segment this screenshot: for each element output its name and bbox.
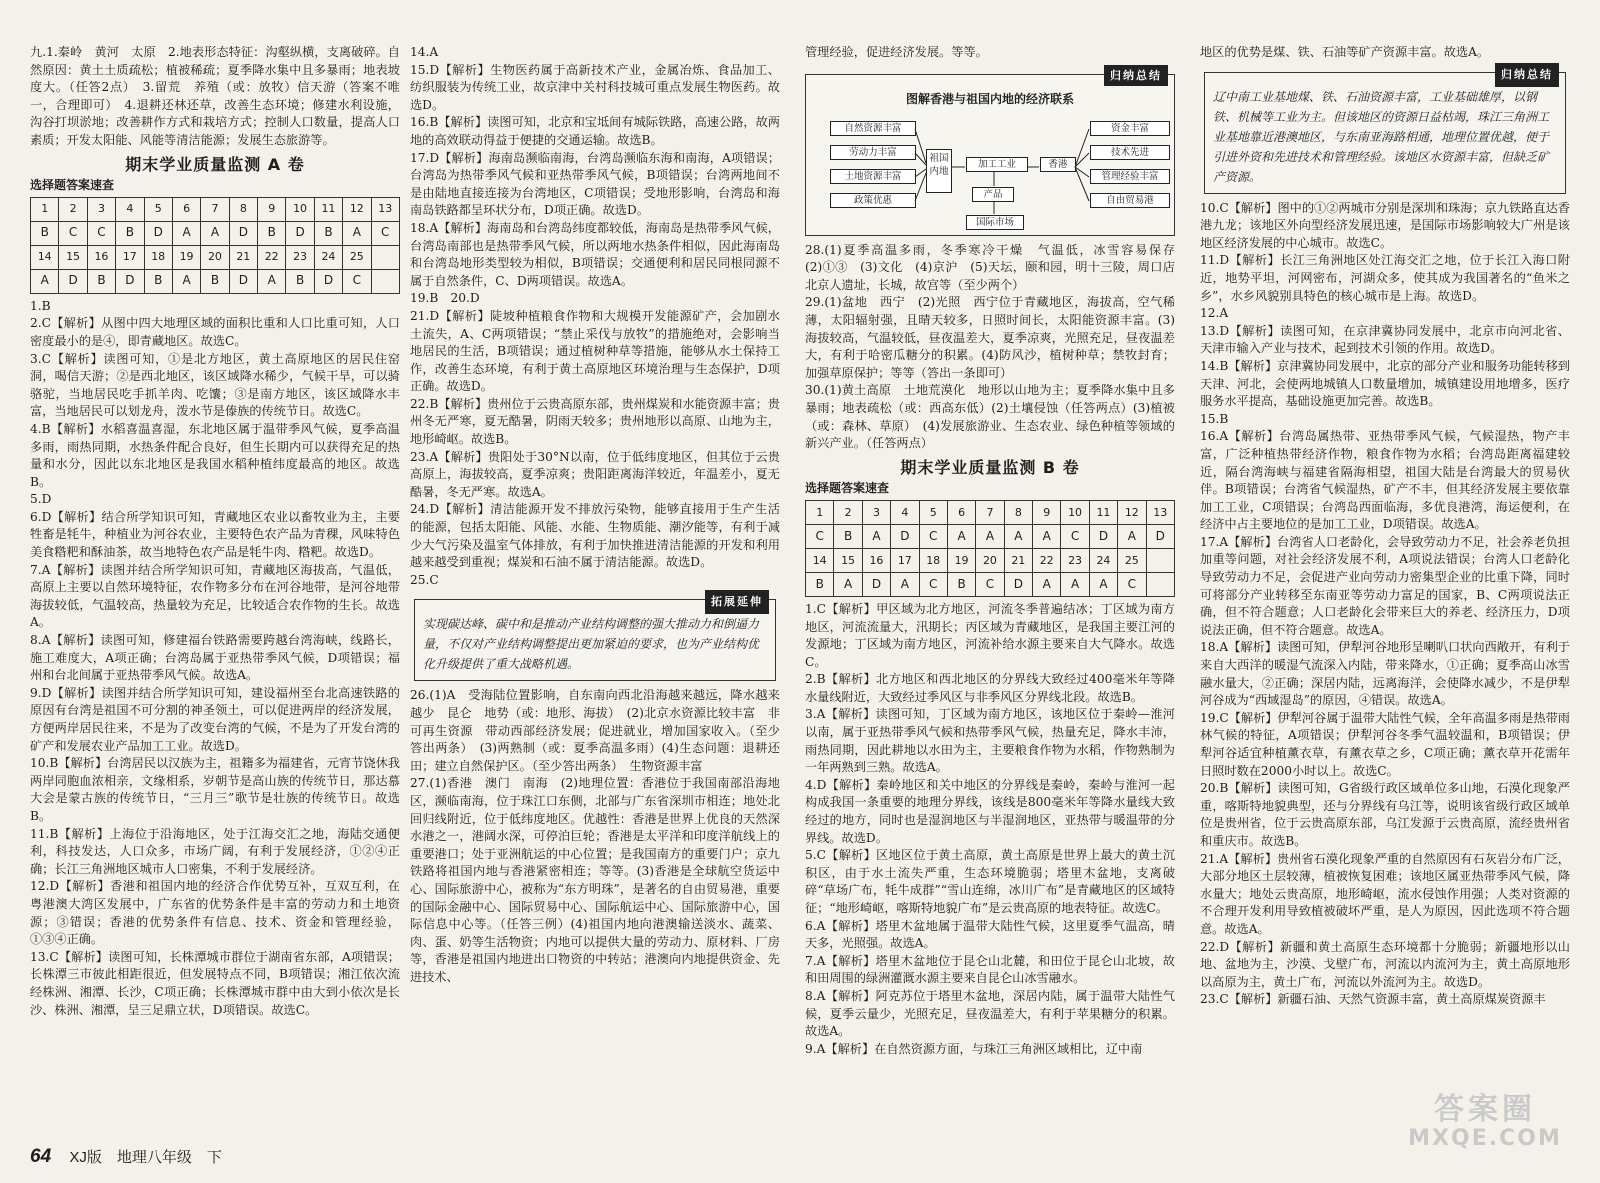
answer-cell: 20 — [201, 245, 229, 269]
answer-cell: 2 — [59, 197, 87, 221]
answer-cell: 24 — [1089, 548, 1117, 572]
answer-item: 22.D【解析】新疆和黄土高原生态环境都十分脆弱；新疆地形以山地、盆地为主，沙漠、戈壁广布，河流以内流河为主，黄土高原地形以高原为主，黄土广布，河流以外流河为主。故选D。 — [1200, 939, 1570, 989]
answer-cell: 25 — [1118, 548, 1146, 572]
answer-cell: 25 — [343, 245, 371, 269]
column-4 — [1200, 44, 1570, 1009]
answer-item: 13.D【解析】读图可知，在京津冀协同发展中，北京市向河北省、天津市输入产业与技术，起到技术引领的作用。故选D。 — [1200, 323, 1570, 356]
answer-cell: C — [1061, 524, 1089, 548]
answer-cell: C — [806, 524, 834, 548]
answer-cell: 22 — [258, 245, 286, 269]
answer-cell — [371, 245, 400, 269]
answer-cell: B — [314, 221, 342, 245]
answer-cell: D — [229, 221, 257, 245]
answer-item: 29.(1)盆地 西宁 (2)光照 西宁位于青藏地区，海拔高，空气稀薄，太阳辐射强，且晴天较多，日照时间长，太阳能资源丰富。(3)海拔较高，气温较低，昼夜温差大，夏季凉爽，光照充足，昼夜温差大，有利于哈密瓜糖分的积累。(4)防风沙，植树种草；禁牧封育；加强草原保护；等等（答出一条即可） — [805, 295, 1175, 380]
diagram-right-box: 自由贸易港 — [1090, 193, 1170, 208]
answer-cell: 21 — [229, 245, 257, 269]
answer-cell: 17 — [891, 548, 919, 572]
table-label: 选择题答案速查 — [805, 481, 890, 496]
answer-cell: A — [343, 221, 371, 245]
answer-item: 12.D【解析】香港和祖国内地的经济合作优势互补，互双互利，在粤港澳大湾区发展中，广东省的优势条件是丰富的劳动力和土地资源；③错误；香港的优势条件有信息、技术、资金和管理经验，①③④正确。 — [30, 879, 400, 947]
answer-cell: D — [314, 269, 342, 293]
answer-item: 九.1.秦岭 黄河 太原 2.地表形态特征：沟壑纵横，支离破碎。自然原因：黄土土质疏松；植被稀疏；夏季降水集中且多暴雨；地表坡度大。（任答2点） 3.留荒 养殖（或：放牧）信天游（答案不唯一，合理即可） 4.退耕还林还草，改善生态环境；修建水利设施，沟谷打坝淤地；改善耕作方式和栽培方式；控制人口数量，提高人口素质；开发太阳能、风能等清洁能源；发展生态旅游等。 — [30, 45, 400, 147]
answer-cell: 24 — [314, 245, 342, 269]
answer-cell: 1 — [31, 197, 59, 221]
answer-cell: 23 — [1061, 548, 1089, 572]
answer-table-b — [805, 500, 1175, 597]
answer-cell: B — [144, 269, 172, 293]
page-footer — [30, 1148, 222, 1167]
extension-badge: 拓展延伸 — [705, 590, 769, 614]
answer-cell: 7 — [976, 500, 1004, 524]
answer-item: 13.C【解析】读图可知，长株潭城市群位于湖南省东部，A项错误；长株潭三市彼此相距很近，但发展特点不同，B项错误；湘江依次流经株洲、湘潭、长沙，C项正确；长株潭城市群中由大到小依次是长沙、株洲、湘潭，呈三足鼎立状，D项错误。故选C。 — [30, 949, 400, 1017]
answer-cell: A — [947, 524, 975, 548]
summary-box — [1204, 67, 1566, 194]
answer-cell: 3 — [87, 197, 115, 221]
answer-item: 16.B【解析】读图可知，北京和宝坻间有城际铁路，高速公路，故两地的高效联动得益于便捷的交通运输。故选B。 — [410, 115, 780, 147]
answer-cell: A — [201, 221, 229, 245]
answer-cell: 4 — [891, 500, 919, 524]
answer-cell: 8 — [1004, 500, 1032, 524]
answer-cell: B — [286, 269, 314, 293]
answer-cell: 13 — [371, 197, 400, 221]
answer-item: 30.(1)黄土高原 土地荒漠化 地形以山地为主；夏季降水集中且多暴雨；地表疏松（或：西高东低）(2)土壤侵蚀（任答两点）(3)植被（或：森林、草原） (4)发展旅游业、生态农业、绿色种植等领域的新兴产业。（任答两点） — [805, 383, 1175, 451]
answer-item: 3.A【解析】读图可知，丁区域为南方地区，该地区位于秦岭—淮河以南，属于亚热带季风气候和热带季风气候，热量充足，降水丰沛，雨热同期，因此耕地以水田为主，主要粮食作物为水稻，作物熟制为一年两熟到三熟。故选A。 — [805, 707, 1175, 775]
answer-cell: D — [862, 572, 890, 596]
answer-cell: 10 — [1061, 500, 1089, 524]
answer-item: 3.C【解析】读图可知，①是北方地区，黄土高原地区的居民住窑洞，喝信天游；②是西北地区，该区域降水稀少，气候干旱，可以骑骆驼，当地居民吃手抓羊肉、吃馕；③是南方地区，该区域降水丰富，当地居民可以划龙舟，泼水节是傣族的传统节日。故选C。 — [30, 351, 400, 419]
answer-cell: A — [258, 269, 286, 293]
answer-item: 7.A【解析】塔里木盆地位于昆仑山北麓，和田位于昆仑山北坡，故和田周围的绿洲灌溉水源主要来自昆仑山冰雪融水。 — [805, 953, 1175, 986]
answer-cell: B — [258, 221, 286, 245]
diagram-industry-box: 加工工业 — [966, 157, 1028, 172]
answer-item: 27.(1)香港 澳门 南海 (2)地理位置：香港位于我国南部沿海地区，濒临南海，位于珠江口东侧，北部与广东省深圳市相连；地处北回归线附近，位于低纬度地区。优越性：香港是世界上优良的天然深水港之一，港阔水深，可停泊巨轮；香港是太平洋和印度洋航线上的重要港口；处于亚洲航运的中心位置；是我国南方的重要门户；京九铁路将祖国内地与香港紧密相连；等等。(3)香港是全球航空货运中心、国际旅游中心，被称为“东方明珠”，是著名的自由贸易港，重要的国际金融中心、国际贸易中心、国际航运中心、国际旅游中心，国际信息中心等。（任答三例）(4)祖国内地向港澳输送淡水、蔬菜、肉、蛋、奶等生活物资；内地可以提供大量的劳动力、原材料、厂房等，香港是祖国内地进出口物资的中转站；港澳向内地提供资金、先进技术、 — [410, 776, 780, 984]
answer-item: 1.B — [30, 298, 51, 313]
answer-item: 8.A【解析】阿克苏位于塔里木盆地，深居内陆，属于温带大陆性气候，夏季云量少，光照充足，昼夜温差大，有利于苹果糖分的积累。故选A。 — [805, 988, 1175, 1039]
diagram-right-box: 技术先进 — [1090, 145, 1170, 160]
answer-item: 25.C — [410, 572, 439, 587]
diagram-right-box: 资金丰富 — [1090, 121, 1170, 136]
diagram-right-box: 管理经验丰富 — [1090, 169, 1170, 184]
answer-cell: 16 — [862, 548, 890, 572]
answer-cell: 2 — [834, 500, 862, 524]
answer-cell: A — [891, 572, 919, 596]
answer-cell: 9 — [258, 197, 286, 221]
answer-cell: A — [1061, 572, 1089, 596]
answer-item: 8.A【解析】读图可知，修建福台铁路需要跨越台湾海峡，线路长，施工难度大，A项正确；台湾岛属于亚热带季风气候，D项错误；福州和台北间属于亚热带季风气候。故选A。 — [30, 633, 400, 683]
answer-item: 22.B【解析】贵州位于云贵高原东部，贵州煤炭和水能资源丰富；贵州冬无严寒，夏无酷暑，阴雨天较多；贵州地形以高原、山地为主，地形崎岖。故选B。 — [410, 396, 780, 447]
extension-box — [414, 595, 776, 681]
answer-item: 15.B — [1200, 411, 1229, 426]
answer-cell: 15 — [834, 548, 862, 572]
answer-item: 管理经验，促进经济发展。等等。 — [805, 45, 988, 59]
answer-cell: 17 — [116, 245, 144, 269]
answer-item: 11.D【解析】长江三角洲地区处江海交汇之地，位于长江入海口附近，地势平坦，河网密布，河湖众多，使其成为我国著名的“鱼米之乡”，水乡风貌别具特色的核心城市是上海。故选D。 — [1200, 253, 1570, 303]
exam-title-b: 期末学业质量监测 B 卷 — [900, 457, 1080, 477]
answer-cell: A — [1033, 524, 1061, 548]
answer-cell: 22 — [1033, 548, 1061, 572]
footer-text: XJ版 地理八年级 下 — [69, 1149, 222, 1166]
answer-cell: 11 — [1089, 500, 1117, 524]
answer-cell: 14 — [806, 548, 834, 572]
answer-cell: D — [1146, 524, 1175, 548]
column-1 — [30, 44, 400, 1019]
answer-cell: 12 — [343, 197, 371, 221]
answer-cell: 8 — [229, 197, 257, 221]
answer-item: 21.D【解析】陡坡种植粮食作物和大规模开发能源矿产，会加剧水土流失，A、C两项错误；“禁止采伐与放牧”的措施绝对，会影响当地居民的生活，B项错误；通过植树种草等措施，能够从水土保持工作，改善生态环境，有利于黄土高原地区环境治理与生态保护，D项正确。故选D。 — [410, 308, 780, 394]
answer-cell: A — [976, 524, 1004, 548]
answer-item: 17.D【解析】海南岛濒临南海，台湾岛濒临东海和南海，A项错误；台湾岛为热带季风气候和亚热带季风气候，B项错误；台湾两地间不是由陆地直接连接为台湾地区，C项错误；受地形影响，台湾岛和海南岛铁路都呈环状分布，D项正确。故选D。 — [410, 150, 780, 218]
answer-cell: 6 — [172, 197, 200, 221]
diagram-left-box: 劳动力丰富 — [830, 145, 916, 160]
answer-cell: 1 — [806, 500, 834, 524]
diagram-left-box: 政策优惠 — [830, 193, 916, 208]
answer-cell: 10 — [286, 197, 314, 221]
diagram-mainland-box: 祖国内地 — [926, 149, 952, 193]
answer-item: 地区的优势是煤、铁、石油等矿产资源丰富。故选A。 — [1200, 45, 1490, 59]
answer-cell: C — [87, 221, 115, 245]
answer-item: 26.(1)A 受海陆位置影响，自东南向西北沿海越来越远，降水越来越少 昆仑 地势（或：地形、海拔） (2)北京水资源比较丰富 非可再生资源 带动西部经济发展；促进就业，增加国家收入。（至少答出两条） (3)两熟制（或：夏季高温多雨）(4)生态问题：退耕还田；建立自然保护区。（至少答出两条） 生物资源丰富 — [410, 688, 780, 773]
answer-cell: A — [1118, 524, 1146, 548]
answer-cell: 18 — [144, 245, 172, 269]
extension-text: 实现碳达峰、碳中和是推动产业结构调整的强大推动力和倒逼力量，不仅对产业结构调整提出更加紧迫的要求，也为产业结构优化升级提供了重大战略机遇。 — [423, 617, 760, 672]
answer-item: 17.A【解析】台湾省人口老龄化，会导致劳动力不足，社会养老负担加重等问题，对社会经济发展不利，A项说法错误；台湾人口老龄化导致劳动力不足，会促进产业向劳动力密集型企业的比重下降，同时可将部分产业转移至东南亚等劳动力富足的国家，B、C两项说法正确，但不符合题意；人口老龄化会带来巨大的养老、经济压力，D项说法正确，但不符合题意。故选A。 — [1200, 534, 1570, 637]
hk-economy-diagram — [805, 68, 1175, 236]
answer-cell: B — [806, 572, 834, 596]
answer-item: 2.C【解析】从图中四大地理区域的面积比重和人口比重可知，人口密度最小的是④，即青藏地区。故选C。 — [30, 316, 400, 348]
answer-item: 12.A — [1200, 306, 1229, 321]
answer-cell: A — [1089, 572, 1117, 596]
answer-item: 5.D — [30, 492, 52, 507]
watermark-line-2: MXQE.COM — [1408, 1126, 1562, 1151]
answer-cell: C — [1118, 572, 1146, 596]
answer-cell: B — [947, 572, 975, 596]
answer-cell: C — [59, 221, 87, 245]
answer-cell: 7 — [201, 197, 229, 221]
answer-item: 11.B【解析】上海位于沿海地区，处于江海交汇之地，海陆交通便利，科技发达，人口众多，市场广阔，有利于发展经济，①②④正确；长江三角洲地区城市人口密集，不利于发展经济。 — [30, 826, 400, 876]
answer-cell: A — [1004, 524, 1032, 548]
summary-text: 辽中南工业基地煤、铁、石油资源丰富，工业基础雄厚，以钢铁、机械等工业为主。但该地区的资源日益枯竭，珠江三角洲工业基地靠近港澳地区，与东南亚海路相通，地理位置优越，便于引进外资和先进技术和管理经验。该地区水资源丰富，但缺乏矿产资源。 — [1213, 89, 1550, 184]
diagram-hk-box: 香港 — [1040, 157, 1076, 172]
answer-cell: 19 — [172, 245, 200, 269]
answer-cell: B — [31, 221, 59, 245]
answer-cell: A — [31, 269, 59, 293]
diagram-arrows — [806, 75, 1176, 235]
answer-cell: C — [343, 269, 371, 293]
answer-cell: C — [919, 524, 947, 548]
answer-cell: 6 — [947, 500, 975, 524]
diagram-left-box: 自然资源丰富 — [830, 121, 916, 136]
watermark-logo — [1400, 1090, 1570, 1170]
exam-title-a: 期末学业质量监测 A 卷 — [125, 154, 305, 174]
answer-cell — [371, 269, 400, 293]
answer-item: 5.C【解析】区地区位于黄土高原，黄土高原是世界上最大的黄土沉积区，由于水土流失严重，生态环境脆弱；塔里木盆地，支离破碎“草场广布，牦牛成群”“雪山连绵，冰川广布”是青藏地区的区域特征；“地形崎岖，喀斯特地貌广布”是云贵高原的地表特征。故选C。 — [805, 848, 1175, 915]
answer-item: 9.A【解析】在自然资源方面，与珠江三角洲区域相比，辽中南 — [805, 1041, 1143, 1056]
answer-cell: 12 — [1118, 500, 1146, 524]
answer-cell: A — [172, 269, 200, 293]
answer-cell: C — [371, 221, 400, 245]
answer-item: 18.A【解析】读图可知，伊犁河谷地形呈喇叭口状向西敞开，有利于来自大西洋的暖湿气流深入内陆，带来降水，①正确；夏季高山冰雪融水量大，②正确；深居内陆，远离海洋，会使降水减少，不是伊犁河谷成为“西域湿岛”的原因，④错误。故选A。 — [1200, 640, 1570, 708]
answer-item: 19.B 20.D — [410, 291, 480, 306]
answer-item: 10.B【解析】台湾居民以汉族为主，祖籍多为福建省，元宵节饶休我两岸同胞血浓相亲，文缘相系，岁朝节是高山族的传统节日，那达慕大会是蒙古族的传统节日，“三月三”歌节是壮族的传统节日。故选B。 — [30, 756, 400, 823]
answer-cell: 11 — [314, 197, 342, 221]
answer-item: 18.A【解析】海南岛和台湾岛纬度都较低，海南岛是热带季风气候，台湾岛南部也是热带季风气候，所以两地水热条件相似，因此海南岛和台湾岛地形类型较为相似，B项错误；交通便利和居民同根同源不属于自然条件，C、D两项错误。故选A。 — [410, 220, 780, 288]
answer-cell: D — [1089, 524, 1117, 548]
answer-item: 4.D【解析】秦岭地区和关中地区的分界线是秦岭，秦岭与淮河一起构成我国一条重要的地理分界线，该线是800毫米年等降水量线大致经过的地方，同时也是湿润地区与半湿润地区，亚热带与暖温带的分界线。故选D。 — [805, 777, 1175, 845]
answer-item: 6.D【解析】结合所学知识可知，青藏地区农业以畜牧业为主，主要牲畜是牦牛，种植业为河谷农业，主要特色农产品为青稞，风味特色美食糌粑和酥油茶，故当地特色农产品是牦牛肉、糌粑。故选D。 — [30, 509, 400, 560]
answer-item: 7.A【解析】读图并结合所学知识可知，青藏地区海拔高，气温低，高原上主要以自然环境特征，农作物多分布在河谷地带，是河谷地带海拔较低，气温较高，热量较为充足，比较适合农作物的生长。故选A。 — [30, 562, 400, 630]
answer-cell: D — [116, 269, 144, 293]
diagram-product-box: 产品 — [972, 187, 1014, 202]
answer-cell: B — [87, 269, 115, 293]
answer-cell: D — [286, 221, 314, 245]
diagram-title: 图解香港与祖国内地的经济联系 — [905, 91, 1074, 106]
answer-cell: 18 — [919, 548, 947, 572]
answer-cell: C — [976, 572, 1004, 596]
answer-cell: 20 — [976, 548, 1004, 572]
page-number: 64 — [30, 1146, 52, 1167]
column-2 — [410, 44, 780, 987]
answer-item: 15.D【解析】生物医药属于高新技术产业，金属冶炼、食品加工、纺织服装为传统工业，故京津中关村科技城可重点发展生物医药。故选D。 — [410, 62, 780, 112]
answer-item: 10.C【解析】图中的①②两城市分别是深圳和珠海；京九铁路直达香港九龙；该地区外向型经济发展迅速，是国际市场影响较大广州是该地区经济发展的中心城市。故选C。 — [1200, 200, 1570, 250]
answer-cell: D — [144, 221, 172, 245]
diagram-badge: 归纳总结 — [1104, 65, 1168, 87]
answer-item: 14.A — [410, 45, 439, 59]
answer-cell: B — [834, 524, 862, 548]
answer-cell — [1146, 572, 1175, 596]
answer-cell: C — [919, 572, 947, 596]
answer-cell: D — [891, 524, 919, 548]
answer-cell: A — [1033, 572, 1061, 596]
answer-item: 21.A【解析】贵州省石漠化现象严重的自然原因有石灰岩分布广泛，大部分地区土层较薄，植被恢复困难；该地区属亚热带季风气候，降水量大；地处云贵高原，地形崎岖，流水侵蚀作用强；人类对资源的不合理开发利用导致植被破坏严重，是人为原因，因此选项不符合题意。故选A。 — [1200, 851, 1570, 936]
answer-cell: 21 — [1004, 548, 1032, 572]
answer-item: 9.D【解析】读图并结合所学知识可知，建设福州至台北高速铁路的原因有台湾是祖国不可分割的神圣领土，可以促进两岸的经济发展，方便两岸居民往来，不是为了改变台湾的气候，不是为了开发台湾的矿产和发展农业产品加工工业。故选D。 — [30, 685, 400, 753]
answer-cell: 4 — [116, 197, 144, 221]
answer-cell: 16 — [87, 245, 115, 269]
answer-cell: D — [59, 269, 87, 293]
answer-cell: 23 — [286, 245, 314, 269]
answer-item: 1.C【解析】甲区域为北方地区，河流冬季普遍结冰；丁区域为南方地区，河流流量大，汛期长；丙区域为青藏地区，是我国主要江河的发源地；丁区域为南方地区，河流补给水源主要来自大气降水。故选C。 — [805, 601, 1175, 669]
answer-item: 19.C【解析】伊犁河谷属于温带大陆性气候，全年高温多雨是热带雨林气候的特征，A项错误；伊犁河谷冬季气温较温和，B项错误；伊犁河谷适宜种植薰衣草，有薰衣草之乡，C项正确；薰衣草开花需年日照时数在2000小时以上。故选C。 — [1200, 710, 1570, 778]
answer-cell: B — [201, 269, 229, 293]
answer-item: 4.B【解析】水稻喜温喜湿，东北地区属于温带季风气候，夏季高温多雨，雨热同期，水热条件配合良好，但生长期内可以获得充足的热量和水分，因此以东北地区是我国水稻种植纬度最高的地区。故选B。 — [30, 421, 400, 489]
answer-cell: 13 — [1146, 500, 1175, 524]
answer-cell: A — [172, 221, 200, 245]
answer-item: 14.B【解析】京津冀协同发展中，北京的部分产业和服务功能转移到天津、河北，会使两地城镇人口数量增加，城镇建设用地增多，医疗服务水平提高，基础设施更加完善。故选B。 — [1200, 358, 1570, 409]
answer-item: 20.B【解析】读图可知，G省级行政区域单位多山地，石漠化现象严重，喀斯特地貌典型，还与分界线有乌江等，说明该省级行政区域单位是贵州省，位于云贵高原东部，乌江发源于云贵高原，流经贵州省和重庆市。故选B。 — [1200, 781, 1570, 848]
answer-item: 2.B【解析】北方地区和西北地区的分界线大致经过400毫米年等降水量线附近，大致经过季风区与非季风区分界线北段。故选B。 — [805, 672, 1175, 704]
diagram-market-box: 国际市场 — [966, 215, 1024, 230]
answer-cell: 15 — [59, 245, 87, 269]
answer-cell: A — [862, 524, 890, 548]
answer-cell: A — [834, 572, 862, 596]
answer-cell: 9 — [1033, 500, 1061, 524]
answer-cell: 5 — [144, 197, 172, 221]
answer-table-a — [30, 197, 400, 294]
answer-cell: D — [229, 269, 257, 293]
summary-badge: 归纳总结 — [1495, 63, 1559, 87]
watermark-line-1: 答案圈 — [1434, 1092, 1536, 1127]
answer-cell: 14 — [31, 245, 59, 269]
answer-item: 6.A【解析】塔里木盆地属于温带大陆性气候，这里夏季气温高，晴天多，光照强。故选A。 — [805, 918, 1175, 951]
column-3 — [805, 44, 1188, 1058]
answer-cell: D — [1004, 572, 1032, 596]
answer-cell: 5 — [919, 500, 947, 524]
answer-cell: 3 — [862, 500, 890, 524]
answer-item: 24.D【解析】清洁能源开发不排放污染物，能够直接用于生产生活的能源，包括太阳能、风能、水能、生物质能、潮汐能等，有利于减少大气污染及温室气体排放，有利于加快推进清洁能源的开发和利用越来越受到重视；煤炭和石油不属于清洁能源。故选D。 — [410, 502, 780, 570]
table-label: 选择题答案速查 — [30, 178, 115, 193]
answer-cell: B — [116, 221, 144, 245]
answer-cell — [1146, 548, 1175, 572]
answer-item: 23.C【解析】新疆石油、天然气资源丰富，黄土高原煤炭资源丰 — [1200, 992, 1546, 1007]
answer-item: 16.A【解析】台湾岛属热带、亚热带季风气候，气候湿热，物产丰富，广泛种植热带经济作物，粮食作物为水稻；台湾岛距离福建较近，隔台湾海峡与福建省隔海相望，祖国大陆是台湾最大的贸易伙伴。B项错误；台湾省气候湿热，矿产不丰，但其经济发展主要依靠加工工业，C项错误；台湾岛西面临海，多优良港湾，海运便利，在经济中占主要地位的是加工工业，D项错误。故选A。 — [1200, 429, 1570, 532]
answer-item: 28.(1)夏季高温多雨，冬季寒冷干燥 气温低，冰雪容易保存 (2)①③ (3)文化 (4)京沪 (5)天坛，颐和园，明十三陵，周口店北京人遗址，长城，故宫等（至少两个） — [805, 242, 1188, 292]
answer-item: 23.A【解析】贵阳处于30°N以南，位于低纬度地区，但其位于云贵高原上，海拔较高，夏季凉爽；贵阳距离海洋较近，年温差小，夏无酷暑，冬无严寒。故选A。 — [410, 449, 780, 499]
answer-cell: 19 — [947, 548, 975, 572]
diagram-left-box: 土地资源丰富 — [830, 169, 916, 184]
